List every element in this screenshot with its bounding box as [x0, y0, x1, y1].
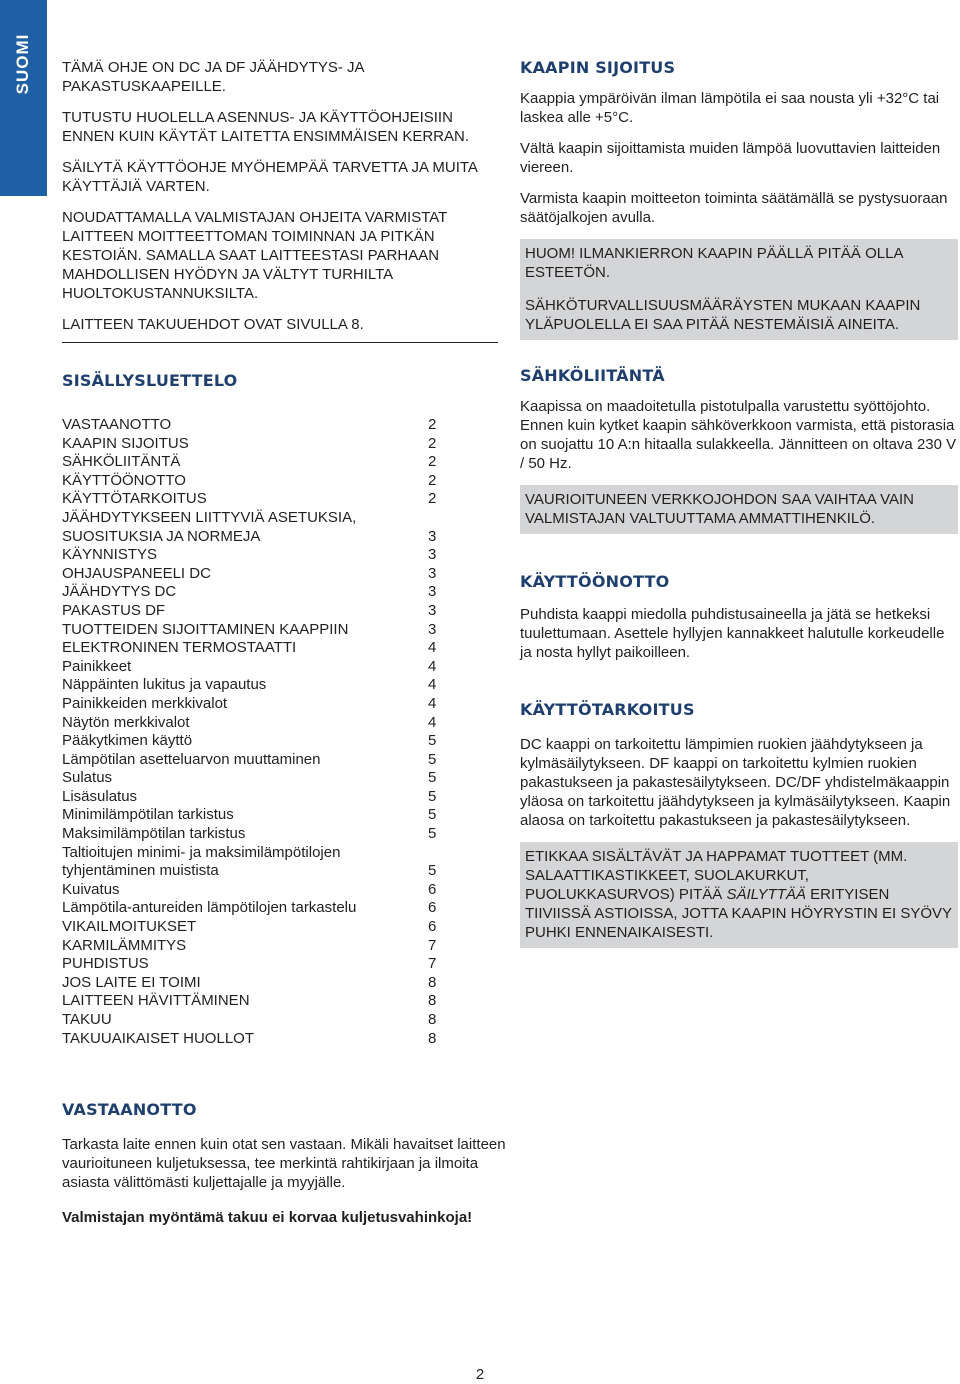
sijoitus-notice-box: [520, 239, 958, 340]
toc-entry-label: SUOSITUKSIA JA NORMEJA: [62, 527, 261, 545]
toc-entry-label: TAKUU: [62, 1011, 112, 1028]
toc-row: [62, 472, 440, 491]
intro-paragraph: TUTUSTU HUOLELLA ASENNUS- JA KÄYTTÖOHJEISIIN ENNEN KUIN KÄYTÄT LAITETTA ENSIMMÄISEN KERRAN.: [62, 109, 470, 145]
toc-entry-page: 6: [428, 899, 437, 917]
page-number: 2: [475, 1366, 485, 1383]
sijoitus-heading: KAAPIN SIJOITUS: [520, 58, 676, 77]
toc-entry-page: 2: [428, 453, 437, 471]
toc-entry-label: LAITTEEN HÄVITTÄMINEN: [62, 992, 250, 1010]
toc-entry-page: 8: [428, 973, 437, 991]
kayttoonotto-text: Puhdista kaappi miedolla puhdistusaineella ja jätä se hetkeksi tuulettumaan. Asettele hyllyjen kannakkeet halutulle korkeudelle ja nosta hyllyt paikoilleen.: [520, 606, 945, 661]
toc-entry-page: 2: [428, 416, 437, 433]
toc-entry-page: 7: [428, 936, 437, 954]
toc-entry-page: 4: [428, 694, 437, 712]
vastaanotto-heading: VASTAANOTTO: [62, 1100, 197, 1119]
toc-row: [62, 1030, 440, 1049]
toc-row: [62, 862, 440, 881]
toc-entry-label: Maksimilämpötilan tarkistus: [62, 825, 246, 843]
toc-entry-label: SÄHKÖLIITÄNTÄ: [62, 453, 181, 471]
toc-list: [62, 416, 498, 1048]
toc-row: [62, 528, 440, 547]
toc-entry-page: 5: [428, 732, 437, 750]
sijoitus-paragraph: Varmista kaapin moitteeton toiminta säätämällä se pystysuoraan säätöjalkojen avulla.: [520, 190, 948, 226]
toc-entry-label: VIKAILMOITUKSET: [62, 918, 197, 936]
section-divider: [62, 342, 498, 343]
toc-row: [62, 453, 440, 472]
toc-row: [62, 974, 440, 993]
toc-entry-page: 4: [428, 657, 437, 675]
toc-entry-page: 4: [428, 639, 437, 657]
notice-text: ETIKKAA SISÄLTÄVÄT JA HAPPAMAT TUOTTEET (MM. SALAATTIKASTIKKEET, SUOLAKURKUT, PUOLUKKASURVOS) PITÄÄ: [525, 848, 908, 903]
language-tab: [0, 0, 47, 196]
toc-entry-page: 5: [428, 787, 437, 805]
kayttotarkoitus-notice-box: [520, 842, 958, 948]
notice-text: VAURIOITUNEEN VERKKOJOHDON SAA VAIHTAA VAIN VALMISTAJAN VALTUUTTAMA AMMATTIHENKILÖ.: [525, 491, 914, 527]
toc-entry-label: PUHDISTUS: [62, 955, 149, 973]
toc-entry-page: 5: [428, 750, 437, 768]
toc-entry-page: 5: [428, 806, 437, 824]
toc-row: [62, 546, 440, 565]
toc-entry-page: 8: [428, 992, 437, 1010]
toc-entry-page: 2: [428, 434, 437, 452]
kayttotarkoitus-heading: KÄYTTÖTARKOITUS: [520, 700, 695, 719]
toc-row: [62, 918, 440, 937]
toc-row: [62, 583, 440, 602]
toc-entry-label: Painikkeet: [62, 657, 132, 675]
toc-row: [62, 788, 440, 807]
toc-entry-page: 3: [428, 527, 437, 545]
toc-entry-label: Painikkeiden merkkivalot: [62, 694, 228, 712]
vastaanotto-warning: Valmistajan myöntämä takuu ei korvaa kuljetusvahinkoja!: [62, 1209, 473, 1226]
sijoitus-paragraph: Kaappia ympäröivän ilman lämpötila ei saa nousta yli +32°C tai laskea alle +5°C.: [520, 90, 940, 126]
toc-row: [62, 435, 440, 454]
toc-row: [62, 992, 440, 1011]
toc-row: [62, 937, 440, 956]
kayttotarkoitus-section: [520, 700, 958, 948]
toc-entry-label: KAAPIN SIJOITUS: [62, 434, 189, 452]
toc-row: [62, 1011, 440, 1030]
toc-entry-label: Lisäsulatus: [62, 787, 138, 805]
sijoitus-paragraph: Vältä kaapin sijoittamista muiden lämpöä luovuttavien laitteiden viereen.: [520, 140, 941, 176]
toc-entry-label: Kuivatus: [62, 880, 120, 898]
toc-entry-label: JÄÄHDYTYKSEEN LIITTYVIÄ ASETUKSIA,: [62, 508, 357, 526]
toc-entry-page: [428, 844, 440, 863]
toc-row: [62, 621, 440, 640]
sahkoliitanta-notice-box: [520, 485, 958, 534]
toc-row: [62, 490, 440, 509]
toc-entry-label: JOS LAITE EI TOIMI: [62, 973, 201, 991]
toc-row: [62, 695, 440, 714]
toc-row: [62, 955, 440, 974]
toc-entry-page: 6: [428, 918, 437, 936]
sahkoliitanta-text: Kaapissa on maadoitetulla pistotulpalla varustettu syöttöjohto. Ennen kuin kytket kaapin sähköverkkoon varmista, että pistorasia on suojattu 10 A:n hitaalla sulakkeella. Jännitteen on oltava 230 V / 50 Hz.: [520, 398, 957, 472]
kayttotarkoitus-text: DC kaappi on tarkoitettu lämpimien ruokien jäähdytykseen ja kylmäsäilytykseen. DF kaappi on tarkoitettu kylmien ruokien pakastukseen ja pakastesäilytykseen. DC/DF yhdistelmäkaappin yläosa on tarkoitettu jäähdytykseen ja kylmäsäilytykseen. Kaapin alaosa on tarkoitettu pakastukseen ja pakastesäilytykseen.: [520, 736, 951, 829]
vastaanotto-text: Tarkasta laite ennen kuin otat sen vastaan. Mikäli havaitset laitteen vaurioituneen kuljetuksessa, tee merkintä rahtikirjaan ja ilmoita asiasta välittömästi kuljettajalle ja myyjälle.: [62, 1136, 506, 1191]
toc-entry-page: 3: [428, 620, 437, 638]
toc-entry-label: PAKASTUS DF: [62, 601, 166, 619]
toc-entry-page: 2: [428, 490, 437, 508]
toc-row: [62, 509, 440, 528]
toc-row: [62, 751, 440, 770]
toc-entry-page: 3: [428, 546, 437, 564]
right-column: [520, 58, 958, 960]
toc-entry-label: KÄYTTÖÖNOTTO: [62, 471, 186, 489]
toc-entry-label: tyhjentäminen muistista: [62, 862, 219, 880]
notice-text: ERITYISEN TIIVIISSÄ ASTIOISSA, JOTTA KAAPIN HÖYRYSTIN EI SYÖVY PUHKI ENNENAIKAISESTI.: [525, 886, 952, 941]
vastaanotto-section: [62, 1100, 512, 1239]
toc-row: [62, 714, 440, 733]
toc-row: [62, 806, 440, 825]
toc-entry-page: 8: [428, 1029, 437, 1047]
toc-entry-page: 7: [428, 955, 437, 973]
toc-entry-page: 6: [428, 880, 437, 898]
toc-entry-label: OHJAUSPANEELI DC: [62, 564, 211, 582]
toc-entry-page: 3: [428, 564, 437, 582]
toc-entry-label: ELEKTRONINEN TERMOSTAATTI: [62, 639, 297, 657]
notice-emphasis: SÄILYTTÄÄ: [726, 886, 806, 903]
toc-entry-page: 2: [428, 471, 437, 489]
toc-section: [62, 371, 498, 1048]
toc-entry-label: Lämpötilan asetteluarvon muuttaminen: [62, 750, 321, 768]
sahkoliitanta-section: [520, 366, 958, 534]
sijoitus-section: [520, 58, 958, 340]
toc-row: [62, 881, 440, 900]
toc-entry-label: KÄYNNISTYS: [62, 546, 158, 564]
toc-row: [62, 658, 440, 677]
notice-text: HUOM! ILMANKIERRON KAAPIN PÄÄLLÄ PITÄÄ OLLA ESTEETÖN.: [525, 245, 903, 281]
intro-paragraph: SÄILYTÄ KÄYTTÖOHJE MYÖHEMPÄÄ TARVETTA JA MUITA KÄYTTÄJIÄ VARTEN.: [62, 159, 478, 195]
toc-entry-page: 5: [428, 825, 437, 843]
sahkoliitanta-heading: SÄHKÖLIITÄNTÄ: [520, 366, 665, 385]
toc-entry-page: 4: [428, 713, 437, 731]
kayttoonotto-heading: KÄYTTÖÖNOTTO: [520, 572, 670, 591]
toc-entry-label: Näytön merkkivalot: [62, 713, 190, 731]
toc-row: [62, 844, 440, 863]
toc-entry-label: VASTAANOTTO: [62, 416, 172, 433]
toc-row: [62, 676, 440, 695]
toc-entry-label: Lämpötila-antureiden lämpötilojen tarkastelu: [62, 899, 357, 917]
notice-text: SÄHKÖTURVALLISUUSMÄÄRÄYSTEN MUKAAN KAAPIN YLÄPUOLELLA EI SAA PITÄÄ NESTEMÄISIÄ AINEITA.: [525, 297, 921, 333]
toc-entry-page: 3: [428, 601, 437, 619]
intro-paragraph: NOUDATTAMALLA VALMISTAJAN OHJEITA VARMISTAT LAITTEEN MOITTEETTOMAN TOIMINNAN JA PITKÄN KESTOIÄN. SAMALLA SAAT LAITTEESTASI PARHAAN MAHDOLLISEN HYÖDYN JA VÄLTYT TURHILTA HUOLTOKUSTANNUKSILTA.: [62, 209, 448, 302]
toc-row: [62, 769, 440, 788]
intro-paragraph: LAITTEEN TAKUUEHDOT OVAT SIVULLA 8.: [62, 316, 364, 333]
language-tab-label: SUOMI: [13, 33, 32, 95]
toc-entry-label: KÄYTTÖTARKOITUS: [62, 490, 207, 508]
toc-row: [62, 416, 440, 435]
toc-row: [62, 732, 440, 751]
toc-entry-label: Sulatus: [62, 769, 113, 787]
toc-entry-label: Näppäinten lukitus ja vapautus: [62, 676, 267, 694]
toc-entry-label: Minimilämpötilan tarkistus: [62, 806, 234, 824]
toc-entry-label: Taltioitujen minimi- ja maksimilämpötilojen: [62, 843, 341, 861]
toc-entry-page: 4: [428, 676, 437, 694]
toc-row: [62, 602, 440, 621]
toc-entry-page: 5: [428, 769, 437, 787]
toc-row: [62, 825, 440, 844]
intro-section: [62, 58, 498, 343]
kayttoonotto-section: [520, 572, 958, 662]
intro-paragraph: TÄMÄ OHJE ON DC JA DF JÄÄHDYTYS- JA PAKASTUSKAAPEILLE.: [62, 59, 364, 95]
toc-row: [62, 565, 440, 584]
toc-entry-page: 3: [428, 583, 437, 601]
toc-entry-label: TAKUUAIKAISET HUOLLOT: [62, 1029, 254, 1047]
toc-heading: SISÄLLYSLUETTELO: [62, 371, 238, 390]
toc-row: [62, 639, 440, 658]
toc-entry-label: JÄÄHDYTYS DC: [62, 583, 177, 601]
toc-entry-page: [428, 509, 440, 528]
left-column: [62, 58, 506, 1226]
toc-entry-label: Pääkytkimen käyttö: [62, 732, 193, 750]
toc-entry-page: 8: [428, 1011, 437, 1028]
toc-row: [62, 899, 440, 918]
toc-entry-page: 5: [428, 862, 437, 880]
toc-entry-label: KARMILÄMMITYS: [62, 936, 187, 954]
toc-entry-label: TUOTTEIDEN SIJOITTAMINEN KAAPPIIN: [62, 620, 349, 638]
